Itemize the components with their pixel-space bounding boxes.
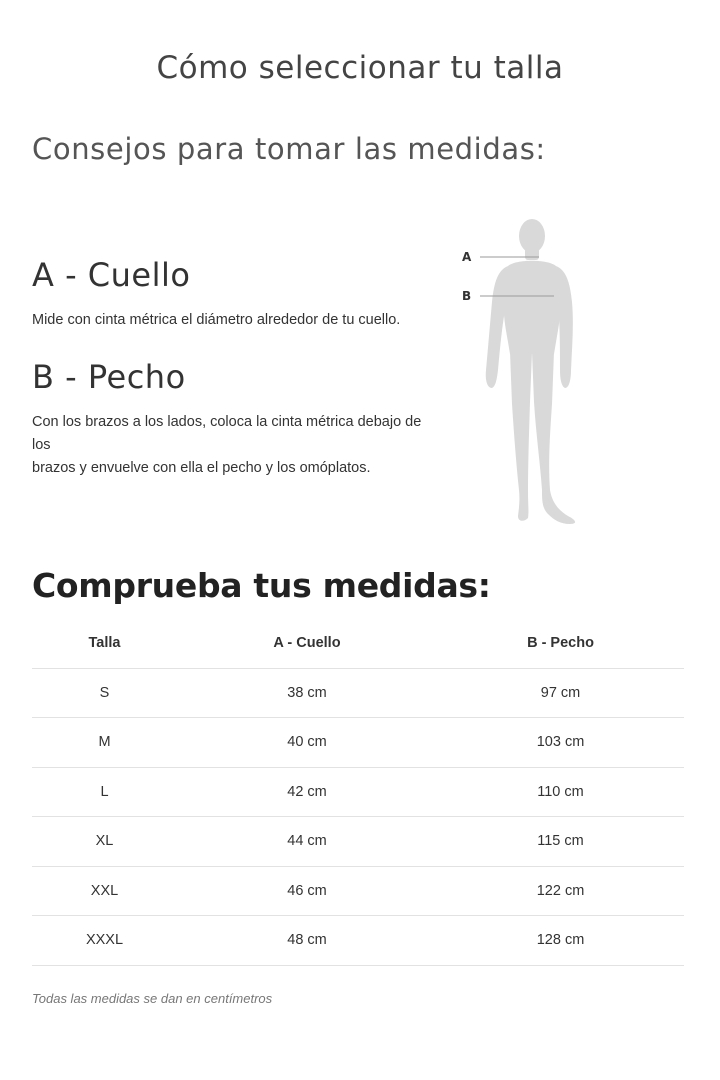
header-size: Talla <box>32 619 177 668</box>
header-chest: B - Pecho <box>437 619 684 668</box>
neck-cell: 38 cm <box>177 668 437 718</box>
neck-cell: 48 cm <box>177 916 437 966</box>
chest-description-line-1: Con los brazos a los lados, coloca la cinta métrica debajo de los <box>32 414 422 453</box>
chest-cell: 103 cm <box>437 718 684 768</box>
figure-label-b: B <box>462 289 472 303</box>
neck-cell: 42 cm <box>177 767 437 817</box>
chest-cell: 110 cm <box>437 767 684 817</box>
header-neck: A - Cuello <box>177 619 437 668</box>
size-cell: M <box>32 718 177 768</box>
table-row <box>32 866 684 916</box>
size-cell: XL <box>32 817 177 867</box>
neck-cell: 44 cm <box>177 817 437 867</box>
chest-cell: 97 cm <box>437 668 684 718</box>
neck-heading: A - Cuello <box>32 256 191 294</box>
size-table <box>32 619 684 966</box>
table-row <box>32 668 684 718</box>
chest-cell: 128 cm <box>437 916 684 966</box>
size-cell: XXL <box>32 866 177 916</box>
table-row <box>32 916 684 966</box>
chest-cell: 122 cm <box>437 866 684 916</box>
size-cell: XXXL <box>32 916 177 966</box>
chest-heading: B - Pecho <box>32 358 186 396</box>
neck-cell: 40 cm <box>177 718 437 768</box>
figure-label-a: A <box>462 250 472 264</box>
body-measurement-figure <box>456 212 596 532</box>
size-cell: S <box>32 668 177 718</box>
tips-heading: Consejos para tomar las medidas: <box>32 132 546 166</box>
chest-description <box>32 411 442 480</box>
neck-description: Mide con cinta métrica el diámetro alrededor de tu cuello. <box>32 312 401 328</box>
table-header-row <box>32 619 684 668</box>
size-cell: L <box>32 767 177 817</box>
chest-description-line-2: brazos y envuelve con ella el pecho y los omóplatos. <box>32 460 371 476</box>
table-row <box>32 718 684 768</box>
human-silhouette-icon <box>486 219 575 524</box>
check-measurements-heading: Comprueba tus medidas: <box>32 566 491 605</box>
neck-cell: 46 cm <box>177 866 437 916</box>
chest-cell: 115 cm <box>437 817 684 867</box>
table-row <box>32 817 684 867</box>
table-row <box>32 767 684 817</box>
page-title: Cómo seleccionar tu talla <box>156 50 564 86</box>
footnote: Todas las medidas se dan en centímetros <box>32 991 273 1006</box>
